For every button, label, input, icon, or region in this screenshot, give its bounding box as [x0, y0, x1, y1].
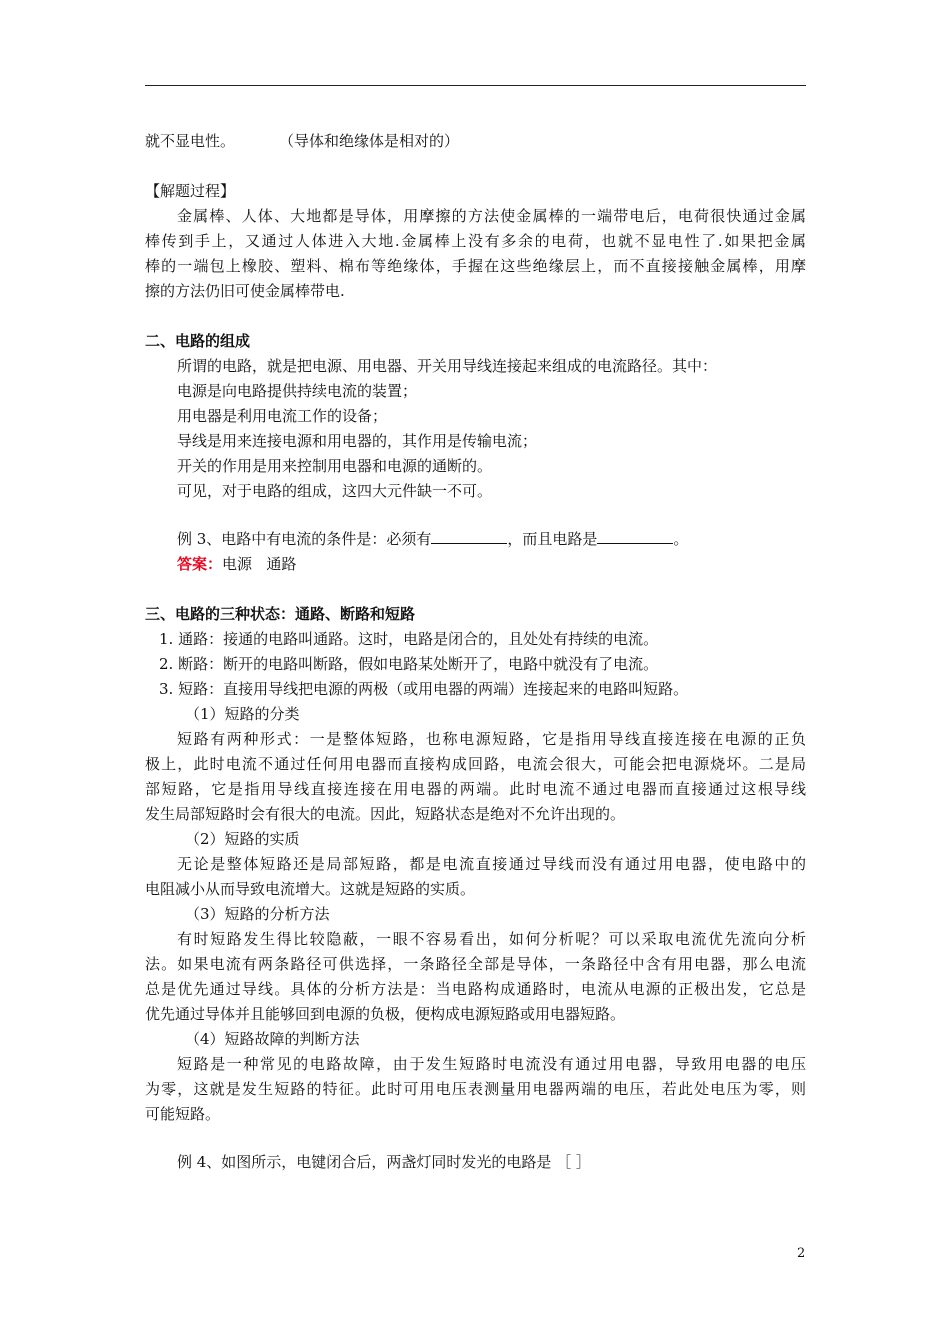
paragraph-line: 部短路，它是指用导线直接连接在用电器的两端。此时电流不通过电器而直接通过这根导线: [145, 780, 806, 798]
answer-blank-1: [431, 529, 507, 544]
answer-label: 答案：: [177, 555, 223, 573]
intro-text: 就不显电性。: [145, 132, 236, 150]
state-item: 3. 短路：直接用导线把电源的两极（或用电器的两端）连接起来的电路叫短路。: [159, 680, 689, 698]
paragraph-line: 短路是一种常见的电路故障，由于发生短路时电流没有通过用电器，导致用电器的电压: [177, 1055, 806, 1073]
section2-line: 所谓的电路，就是把电源、用电器、开关用导线连接起来组成的电流路径。其中：: [177, 357, 718, 375]
section2-line: 用电器是利用电流工作的设备；: [177, 407, 388, 425]
state-item: 2. 断路：断开的电路叫断路，假如电路某处断开了，电路中就没有了电流。: [159, 655, 659, 673]
answer-blank-2: [597, 529, 673, 544]
example3-text: 例 3、电路中有电流的条件是：必须有: [177, 530, 432, 548]
section3-heading: 三、电路的三种状态：通路、断路和短路: [145, 605, 416, 623]
paragraph-line: 短路有两种形式：一是整体短路，也称电源短路，它是指用导线直接连接在电源的正负: [177, 730, 806, 748]
page-number: 2: [797, 1246, 806, 1261]
solution-line: 金属棒、人体、大地都是导体，用摩擦的方法使金属棒的一端带电后，电荷很快通过金属: [177, 207, 806, 225]
answer-text: 电源 通路: [222, 555, 297, 573]
section2-line: 开关的作用是用来控制用电器和电源的通断的。: [177, 457, 493, 475]
subheading: （4）短路故障的判断方法: [185, 1030, 360, 1048]
section2-line: 导线是用来连接电源和用电器的，其作用是传输电流；: [177, 432, 538, 450]
section2-line: 电源是向电路提供持续电流的装置；: [177, 382, 418, 400]
section2-heading: 二、电路的组成: [145, 332, 251, 350]
paragraph-line: 为零，这就是发生短路的特征。此时可用电压表测量用电器两端的电压，若此处电压为零，则: [145, 1080, 806, 1098]
paragraph-line: 电阻减小从而导致电流增大。这就是短路的实质。: [145, 880, 476, 898]
paragraph-line: 无论是整体短路还是局部短路，都是电流直接通过导线而没有通过用电器，使电路中的: [177, 855, 806, 873]
paragraph-line: 极上，此时电流不通过任何用电器而直接构成回路，电流会很大，可能会把电源烧坏。二是局: [145, 755, 806, 773]
paragraph-line: 总是优先通过导线。具体的分析方法是：当电路构成通路时，电流从电源的正极出发，它总是: [145, 980, 806, 998]
solution-line: 擦的方法仍旧可使金属棒带电.: [145, 282, 345, 300]
paragraph-line: 法。如果电流有两条路径可供选择，一条路径全部是导体，一条路径中含有用电器，那么电流: [145, 955, 806, 973]
section2-line: 可见，对于电路的组成，这四大元件缺一不可。: [177, 482, 493, 500]
header-rule: [145, 85, 806, 86]
state-item: 1. 通路：接通的电路叫通路。这时，电路是闭合的，且处处有持续的电流。: [159, 630, 659, 648]
intro-line: [145, 131, 459, 151]
example3-question: [177, 529, 688, 549]
solution-line: 棒的一端包上橡胶、塑料、棉布等绝缘体，手握在这些绝缘层上，而不直接接触金属棒，用摩: [145, 257, 806, 275]
subheading: （1）短路的分类: [185, 705, 300, 723]
example3-answer: [177, 554, 296, 574]
example4-question: 例 4、如图所示，电键闭合后，两盏灯同时发光的电路是 ［ ］: [177, 1153, 591, 1171]
paragraph-line: 优先通过导体并且能够回到电源的负极，便构成电源短路或用电器短路。: [145, 1005, 626, 1023]
example3-text: 。: [673, 530, 689, 548]
example3-text: ，而且电路是: [507, 530, 598, 548]
paragraph-line: 可能短路。: [145, 1105, 221, 1123]
paragraph-line: 发生局部短路时会有很大的电流。因此，短路状态是绝对不允许出现的。: [145, 805, 626, 823]
subheading: （3）短路的分析方法: [185, 905, 330, 923]
intro-note: （导体和绝缘体是相对的）: [279, 132, 460, 150]
solution-heading: 【解题过程】: [145, 182, 236, 200]
solution-line: 棒传到手上，又通过人体进入大地.金属棒上没有多余的电荷，也就不显电性了.如果把金属: [145, 232, 806, 250]
paragraph-line: 有时短路发生得比较隐蔽，一眼不容易看出，如何分析呢？可以采取电流优先流向分析: [177, 930, 806, 948]
subheading: （2）短路的实质: [185, 830, 300, 848]
